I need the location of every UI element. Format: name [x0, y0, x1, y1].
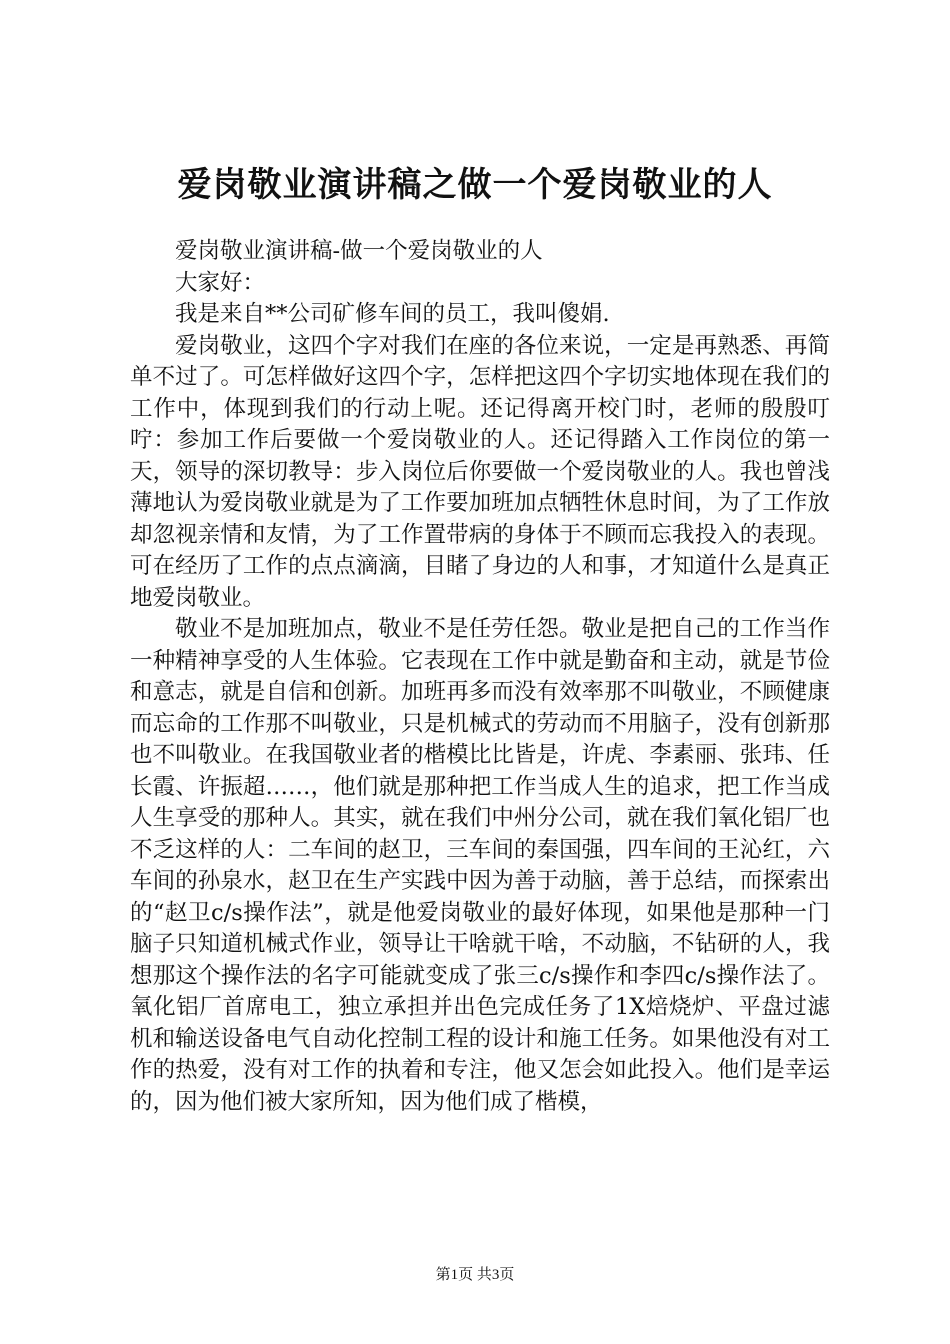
body-paragraph: 爱岗敬业，这四个字对我们在座的各位来说，一定是再熟悉、再简单不过了。可怎样做好这四个字，怎样把这四个字切实地体现在我们的工作中，体现到我们的行动上呢。还记得离开校门时，老师的殷殷叮咛：参加工作后要做一个爱岗敬业的人。还记得踏入工作岗位的第一天，领导的深切教导：步入岗位后你要做一个爱岗敬业的人。我也曾浅薄地认为爱岗敬业就是为了工作要加班加点牺牲休息时间，为了工作放却忽视亲情和友情，为了工作置带病的身体于不顾而忘我投入的表现。可在经历了工作的点点滴滴，目睹了身边的人和事，才知道什么是真正地爱岗敬业。: [130, 332, 830, 611]
document-body: [130, 236, 830, 1118]
intro-paragraph: 我是来自**公司矿修车间的员工，我叫傻娟.: [175, 301, 610, 327]
greeting-paragraph: 大家好：: [175, 269, 266, 296]
document-title: 爱岗敬业演讲稿之做一个爱岗敬业的人: [177, 165, 773, 205]
subtitle-paragraph: 爱岗敬业演讲稿-做一个爱岗敬业的人: [175, 238, 543, 264]
page-number-footer: 第1页 共3页: [435, 1267, 515, 1283]
body-paragraph: 敬业不是加班加点，敬业不是任劳任怨。敬业是把自己的工作当作一种精神享受的人生体验。它表现在工作中就是勤奋和主动，就是节俭和意志，就是自信和创新。加班再多而没有效率那不叫敬业，不顾健康而忘命的工作那不叫敬业，只是机械式的劳动而不用脑子，没有创新那也不叫敬业。在我国敬业者的楷模比比皆是，许虎、李素丽、张玮、任长霞、许振超……，他们就是那种把工作当成人生的追求，把工作当成人生享受的那种人。其实，就在我们中州分公司，就在我们氧化铝厂也不乏这样的人：二车间的赵卫，三车间的秦国强，四车间的王沁红，六车间的孙泉水，赵卫在生产实践中因为善于动脑，善于总结，而探索出的“赵卫c/s操作法”，就是他爱岗敬业的最好体现，如果他是那种一门脑子只知道机械式作业，领导让干啥就干啥，不动脑，不钻研的人，我想那这个操作法的名字可能就变成了张三c/s操作和李四c/s操作法了。氧化铝厂首席电工，独立承担并出色完成任务了1X焙烧炉、平盘过滤机和输送设备电气自动化控制工程的设计和施工任务。如果他没有对工作的热爱，没有对工作的执着和专注，他又怎会如此投入。他们是幸运的，因为他们被大家所知，因为他们成了楷模，: [130, 616, 830, 1115]
